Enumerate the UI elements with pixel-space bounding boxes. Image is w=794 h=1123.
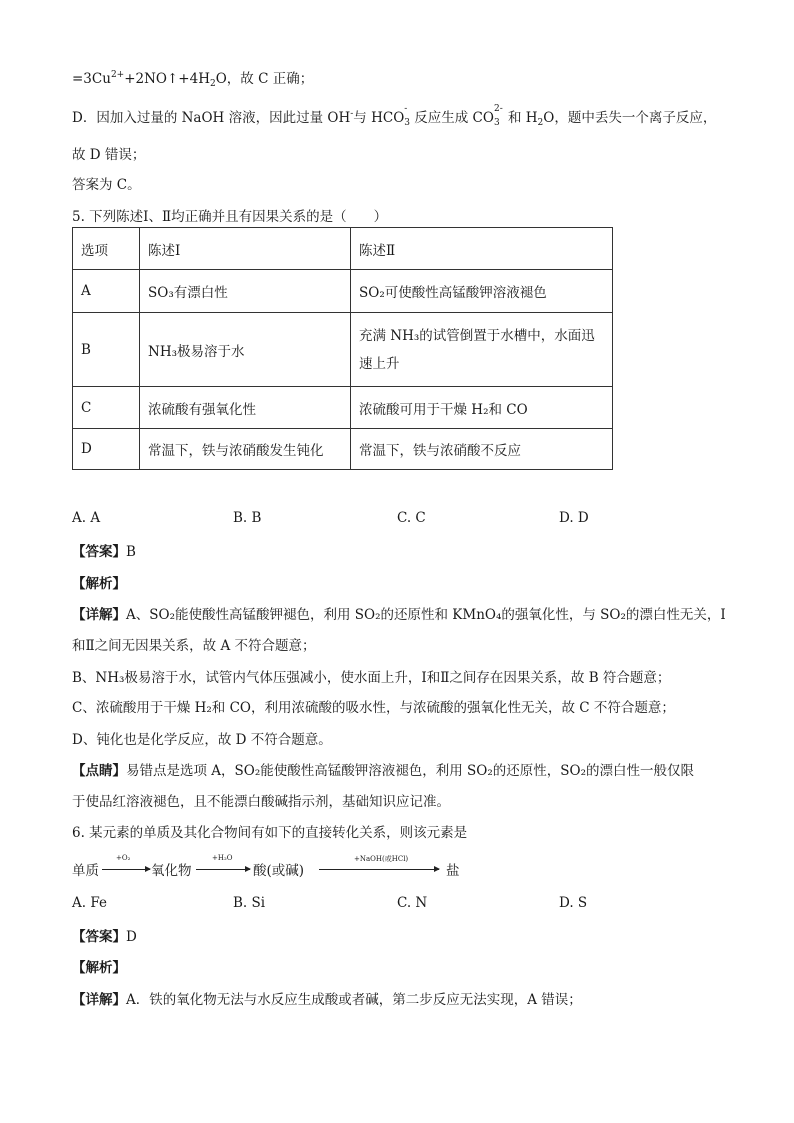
eq-text-2: +2NO↑+4H (124, 71, 210, 87)
d-text-e: O，题中丢失一个离子反应， (543, 110, 717, 126)
row-statement-2: SO₂可使酸性高锰酸钾溶液褪色 (351, 270, 613, 313)
option-d-explanation (72, 103, 717, 128)
choice-b: B. B (233, 510, 262, 526)
choice-a: A. A (72, 510, 101, 526)
row-option: C (73, 387, 140, 429)
row-statement-2: 常温下，铁与浓硝酸不反应 (351, 429, 613, 470)
answer-tag: 【答案】 (72, 929, 126, 945)
row-statement-1: 浓硫酸有强氧化性 (140, 387, 351, 429)
equation-line (72, 67, 313, 89)
answer-tag: 【答案】 (72, 544, 126, 560)
choice-c: C. N (397, 895, 428, 911)
question-5-detail-b: B、NH₃极易溶于水，试管内气体压强减小，使水面上升，Ⅰ和Ⅱ之间存在因果关系，故 B 符合题意； (72, 670, 671, 686)
header-statement-2: 陈述Ⅱ (351, 228, 613, 270)
arrow-right-icon (319, 869, 439, 870)
co3-script (493, 103, 508, 128)
row-statement-2: 浓硫酸可用于干燥 H₂和 CO (351, 387, 613, 429)
detail-tag: 【详解】 (72, 992, 126, 1008)
chain-label-2: +H₂O (212, 854, 233, 862)
row-statement-2-line-1: 充满 NH₃的试管倒置于水槽中，水面迅 (359, 327, 595, 344)
eq-text-3: O，故 C 正确； (215, 71, 314, 87)
question-5-detail-a2: 和Ⅱ之间无因果关系，故 A 不符合题意； (72, 638, 316, 654)
question-5-tip (72, 759, 694, 779)
table-row (73, 387, 613, 429)
question-6-stem: 6. 某元素的单质及其化合物间有如下的直接转化关系，则该元素是 (72, 825, 468, 841)
chain-label-1: +O₂ (116, 854, 131, 862)
chain-acid-base: 酸(或碱) (253, 863, 305, 879)
choice-d: D. S (559, 895, 588, 911)
table-row (73, 313, 613, 387)
row-statement-1: 常温下，铁与浓硝酸发生钝化 (140, 429, 351, 470)
d-h2o-sub: 2 (537, 118, 544, 128)
co3-sub: 3 (493, 117, 500, 128)
d-text-c: 反应生成 CO (414, 110, 494, 126)
conversion-chain (72, 855, 492, 879)
question-5-stem: 5. 下列陈述Ⅰ、Ⅱ均正确并且有因果关系的是（ ） (72, 209, 388, 225)
table-header-row (73, 228, 613, 270)
eq-text-1: =3Cu (72, 71, 111, 87)
hco3-sub: 3 (404, 117, 410, 128)
table-row (73, 429, 613, 470)
hco3-script (404, 103, 414, 128)
question-5-detail-a (72, 603, 726, 623)
row-option: B (73, 313, 140, 387)
eq-sub: 2 (210, 79, 216, 89)
question-5-answer (72, 540, 136, 560)
d-text-d: 和 H (507, 110, 538, 126)
chain-salt: 盐 (446, 863, 460, 879)
row-option: D (73, 429, 140, 470)
previous-answer: 答案为 C。 (72, 177, 141, 193)
question-6-answer (72, 925, 137, 945)
choice-b: B. Si (233, 895, 266, 911)
choice-d: D. D (559, 510, 589, 526)
detail-a-line-1: A、SO₂能使酸性高锰酸钾褪色，利用 SO₂的还原性和 KMnO₄的强氧化性，与 SO₂的漂白性无关，Ⅰ (126, 607, 726, 623)
d-text-b: 与 HCO (353, 110, 405, 126)
arrow-right-icon (196, 869, 250, 870)
eq-charge: 2+ (110, 70, 125, 80)
arrow-right-icon (102, 869, 150, 870)
answer-value: B (126, 544, 136, 560)
option-d-conclusion: 故 D 错误； (72, 147, 146, 163)
tip-line-1: 易错点是选项 A，SO₂能使酸性高锰酸钾溶液褪色，利用 SO₂的还原性，SO₂的漂白性一般仅限 (126, 763, 695, 779)
choice-a: A. Fe (72, 895, 107, 911)
question-5-analysis-tag: 【解析】 (72, 576, 126, 592)
choice-c: C. C (397, 510, 426, 526)
tip-tag: 【点睛】 (72, 763, 126, 779)
chain-elemental: 单质 (72, 863, 99, 879)
d-oh-charge: - (350, 109, 354, 119)
question-5-tip-2: 于使品红溶液褪色，且不能漂白酸碱指示剂，基础知识应记准。 (72, 794, 450, 810)
chain-oxide: 氧化物 (151, 863, 192, 879)
question-6-detail-a (72, 988, 582, 1008)
row-option: A (73, 270, 140, 313)
row-statement-1: SO₃有漂白性 (140, 270, 351, 313)
row-statement-2 (351, 313, 613, 387)
statements-table (72, 227, 613, 470)
d-text-a: D．因加入过量的 NaOH 溶液，因此过量 OH (72, 110, 351, 126)
question-6-analysis-tag: 【解析】 (72, 960, 126, 976)
detail-a-text: A．铁的氧化物无法与水反应生成酸或者碱，第二步反应无法实现，A 错误； (126, 992, 582, 1008)
table-row (73, 270, 613, 313)
co3-charge: 2- (493, 103, 503, 114)
row-statement-2-line-2: 速上升 (359, 355, 400, 372)
header-statement-1: 陈述Ⅰ (140, 228, 351, 270)
question-5-detail-c: C、浓硫酸用于干燥 H₂和 CO，利用浓硫酸的吸水性，与浓硫酸的强氧化性无关，故 C 不符合题意； (72, 700, 675, 716)
row-statement-1: NH₃极易溶于水 (140, 313, 351, 387)
hco3-charge: - (404, 103, 408, 114)
chain-label-3: +NaOH(或HCl) (354, 855, 409, 863)
answer-value: D (126, 929, 137, 945)
detail-tag: 【详解】 (72, 607, 126, 623)
header-option: 选项 (73, 228, 140, 270)
question-5-detail-d: D、钝化也是化学反应，故 D 不符合题意。 (72, 732, 332, 748)
